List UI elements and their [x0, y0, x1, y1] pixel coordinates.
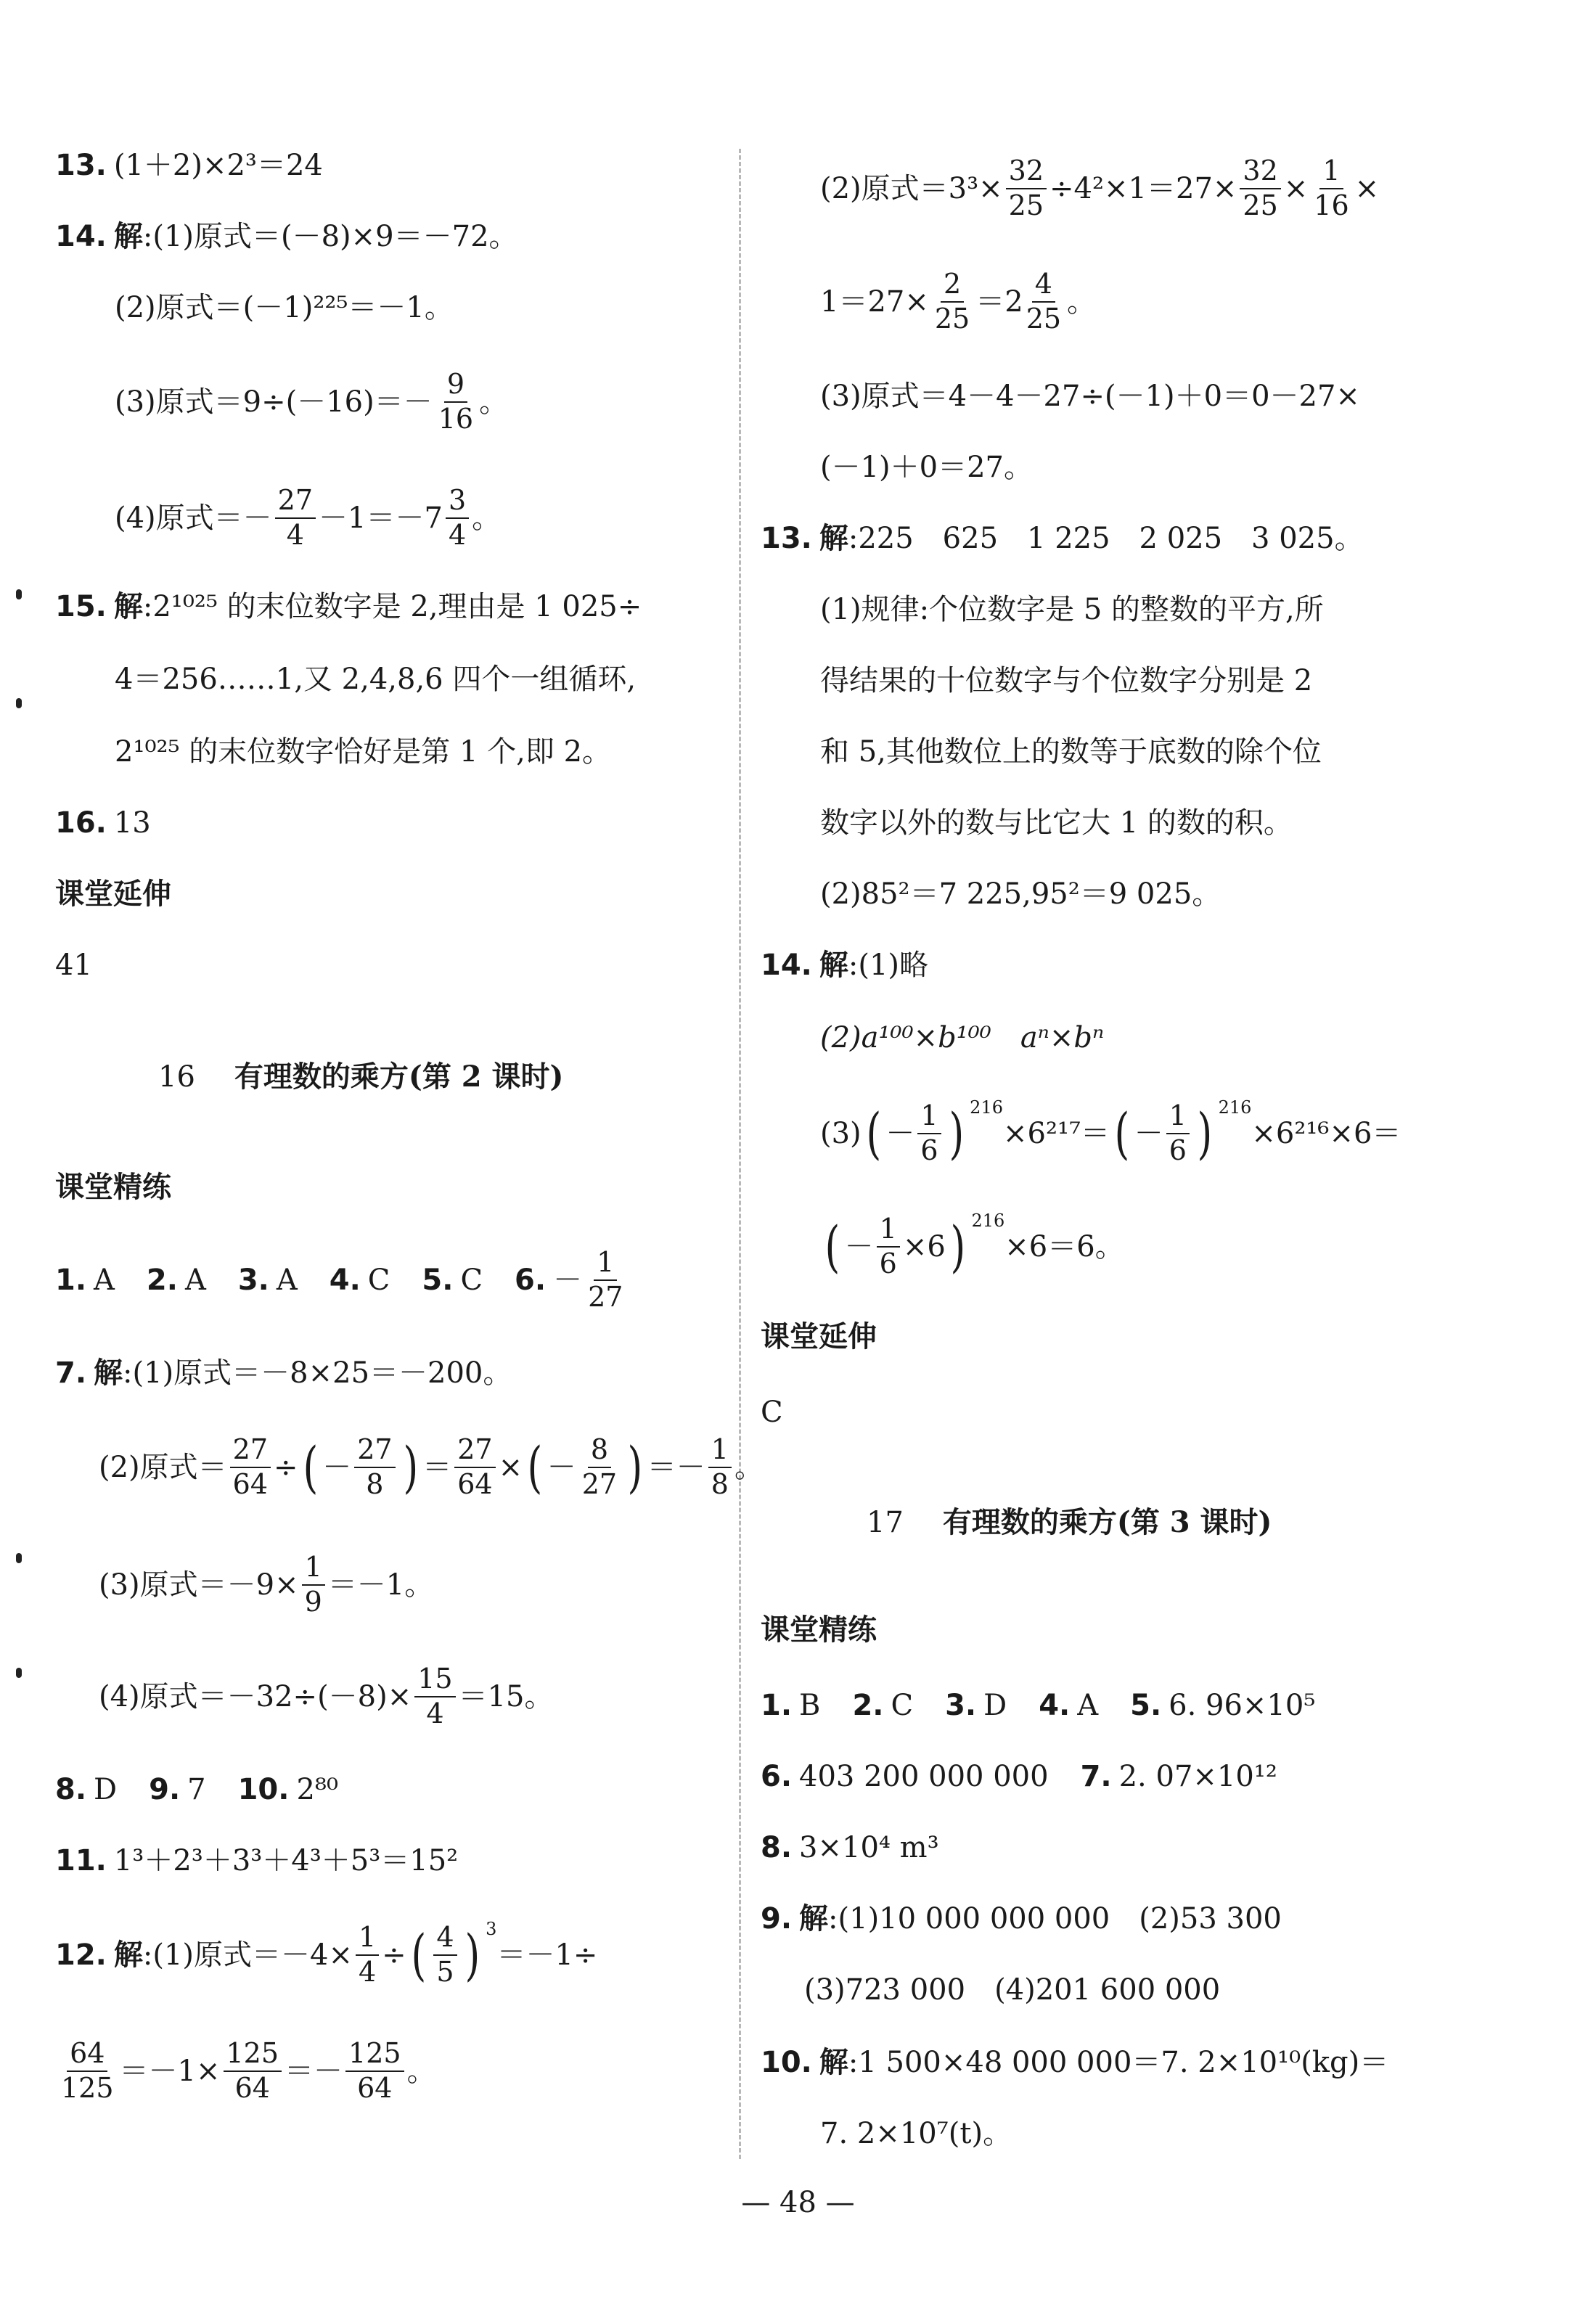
answer-14-right-line3: (3) ( － $\frac{1}{6}$ ) 216 ×6²¹⁷＝ ( － $\frac{1}{6}$ ) 216 ×6²¹⁶×6＝ — [820, 1097, 1401, 1166]
section-heading-practice: 课堂精练 — [55, 1171, 171, 1204]
answers-8-10: 8. D 9. 7 10. 2⁸⁰ — [55, 1773, 338, 1806]
answer-13: 13. (1＋2)×2³＝24 — [55, 149, 323, 182]
lesson-17-title: 17 有理数的乘方(第 3 课时) — [867, 1505, 1272, 1539]
scan-mark — [16, 698, 22, 708]
fraction: $\frac{1}{6}$ — [1166, 1102, 1190, 1166]
fraction: $\frac{27}{4}$ — [275, 486, 316, 550]
section-heading-practice-right: 课堂精练 — [761, 1613, 877, 1647]
answer-13-right-line2: (1)规律:个位数字是 5 的整数的平方,所 — [820, 593, 1324, 626]
answer-14-right-line4: ( － $\frac{1}{6}$ ×6 ) 216 ×6＝6。 — [824, 1211, 1124, 1279]
section-heading-extension: 课堂延伸 — [55, 877, 171, 911]
answer-14-right-line1: 14. 解 :(1)略 — [761, 949, 928, 982]
multiple-choice-answers-right: 1. B 2. C 3. D 4. A 5. 6. 96×10⁵ — [761, 1689, 1316, 1722]
answer-15-line3: 2¹⁰²⁵ 的末位数字恰好是第 1 个,即 2。 — [115, 735, 612, 769]
answers-6-7-right: 6. 403 200 000 000 7. 2. 07×10¹² — [761, 1760, 1277, 1793]
fraction: $\frac{1}{16}$ — [1314, 155, 1349, 221]
fraction: $\frac{32}{25}$ — [1006, 157, 1047, 221]
answer-7-line2: (2)原式＝ $\frac{27}{64}$ ÷ ( － $\frac{27}{8}$ ) ＝ $\frac{27}{64}$ × ( － $\frac{8}{27}$ ) ＝－ $\frac{1}{8}$ 。 — [99, 1433, 764, 1500]
answer-7-line4: (4)原式＝－32÷(－8)× $\frac{15}{4}$ ＝15。 — [99, 1663, 554, 1729]
answer-12-continued-line2: 1＝27× $\frac{2}{25}$ ＝2 $\frac{4}{25}$ 。 — [820, 268, 1097, 335]
fraction: $\frac{1}{27}$ — [588, 1246, 623, 1313]
answer-14-line3: (3)原式＝9÷(－16)＝－ $\frac{9}{16}$ 。 — [115, 368, 509, 435]
answer-13-right-line6: (2)85²＝7 225,95²＝9 025。 — [820, 877, 1221, 911]
fraction: $\frac{1}{6}$ — [877, 1215, 900, 1279]
answer-14-line2: (2)原式＝(－1)²²⁵＝－1。 — [115, 291, 454, 324]
answer-9-right-line2: (3)723 000 (4)201 600 000 — [804, 1973, 1221, 2007]
answer-10-right-line2: 7. 2×10⁷(t)。 — [820, 2117, 1012, 2150]
fraction: $\frac{4}{25}$ — [1026, 268, 1062, 335]
fraction: $\frac{27}{8}$ — [354, 1435, 395, 1499]
fraction: $\frac{15}{4}$ — [414, 1665, 455, 1729]
fraction: $\frac{125}{64}$ — [345, 2039, 404, 2103]
answer-12-continued-line1: (2)原式＝3³× $\frac{32}{25}$ ÷4²×1＝27× $\frac{32}{25}$ × $\frac{1}{16}$ × — [820, 155, 1380, 221]
fraction: $\frac{27}{64}$ — [454, 1435, 495, 1499]
answer-10-right-line1: 10. 解 :1 500×48 000 000＝7. 2×10¹⁰(kg)＝ — [761, 2046, 1389, 2079]
fraction: $\frac{1}{4}$ — [356, 1923, 379, 1987]
answer-14-line1: 14. 解 :(1)原式＝(－8)×9＝－72。 — [55, 220, 518, 253]
answer-12-continued-line4: (－1)＋0＝27。 — [820, 451, 1034, 484]
answer-15-line2: 4＝256……1,又 2,4,8,6 四个一组循环, — [115, 663, 637, 696]
fraction: $\frac{64}{125}$ — [61, 2037, 114, 2104]
answer-11: 11. 1³＋2³＋3³＋4³＋5³＝15² — [55, 1844, 459, 1877]
fraction: $\frac{1}{9}$ — [302, 1553, 325, 1617]
answer-8-right: 8. 3×10⁴ m³ — [761, 1831, 939, 1864]
answer-12-line2: $\frac{64}{125}$ ＝－1× $\frac{125}{64}$ ＝－ $\frac{125}{64}$ 。 — [55, 2054, 436, 2089]
scan-mark — [16, 589, 22, 599]
answer-14-right-line2: (2)a¹⁰⁰×b¹⁰⁰ aⁿ×bⁿ — [820, 1021, 1105, 1054]
column-divider — [739, 149, 741, 2159]
answer-14-line4: (4)原式＝－ $\frac{27}{4}$ －1＝－7 $\frac{3}{4}$ 。 — [115, 484, 502, 551]
answer-16: 16. 13 — [55, 806, 151, 840]
extension-answer-right: C — [761, 1396, 783, 1429]
answer-9-right-line1: 9. 解 :(1)10 000 000 000 (2)53 300 — [761, 1902, 1282, 1936]
fraction: $\frac{1}{8}$ — [708, 1435, 732, 1499]
extension-answer: 41 — [55, 949, 92, 982]
multiple-choice-answers: 1. A 2. A 3. A 4. C 5. C 6. － $\frac{1}{27}$ — [55, 1263, 629, 1298]
fraction: $\frac{27}{64}$ — [230, 1435, 271, 1499]
fraction: $\frac{9}{16}$ — [438, 368, 474, 435]
lesson-16-title: 16 有理数的乘方(第 2 课时) — [158, 1060, 564, 1094]
fraction: $\frac{3}{4}$ — [446, 486, 469, 550]
fraction: $\frac{4}{5}$ — [433, 1923, 457, 1987]
answer-12-continued-line3: (3)原式＝4－4－27÷(－1)＋0＝0－27× — [820, 380, 1360, 413]
answer-13-right-line5: 数字以外的数与比它大 1 的数的积。 — [820, 806, 1293, 840]
answer-15-line1: 15. 解 :2¹⁰²⁵ 的末位数字是 2,理由是 1 025÷ — [55, 590, 642, 623]
answer-12-line1: 12. 解 :(1)原式＝－4× $\frac{1}{4}$ ÷ ( $\frac{4}{5}$ ) 3 ＝－1÷ — [55, 1919, 598, 1988]
fraction: $\frac{2}{25}$ — [934, 268, 970, 335]
answer-13-right-line4: 和 5,其他数位上的数等于底数的除个位 — [820, 735, 1322, 769]
section-heading-extension-right: 课堂延伸 — [761, 1320, 877, 1353]
answer-7-line3: (3)原式＝－9× $\frac{1}{9}$ ＝－1。 — [99, 1551, 434, 1618]
scan-mark — [16, 1668, 22, 1678]
fraction: $\frac{32}{25}$ — [1240, 157, 1280, 221]
fraction: $\frac{125}{64}$ — [224, 2039, 282, 2103]
fraction: $\frac{8}{27}$ — [581, 1433, 618, 1500]
page-number: — 48 — — [741, 2186, 855, 2219]
answer-13-right-line3: 得结果的十位数字与个位数字分别是 2 — [820, 664, 1313, 697]
scan-mark — [16, 1553, 22, 1563]
fraction: $\frac{1}{6}$ — [917, 1102, 941, 1166]
answer-7-line1: 7. 解 :(1)原式＝－8×25＝－200。 — [55, 1356, 512, 1390]
answer-13-right-line1: 13. 解 :225 625 1 225 2 025 3 025。 — [761, 522, 1364, 555]
